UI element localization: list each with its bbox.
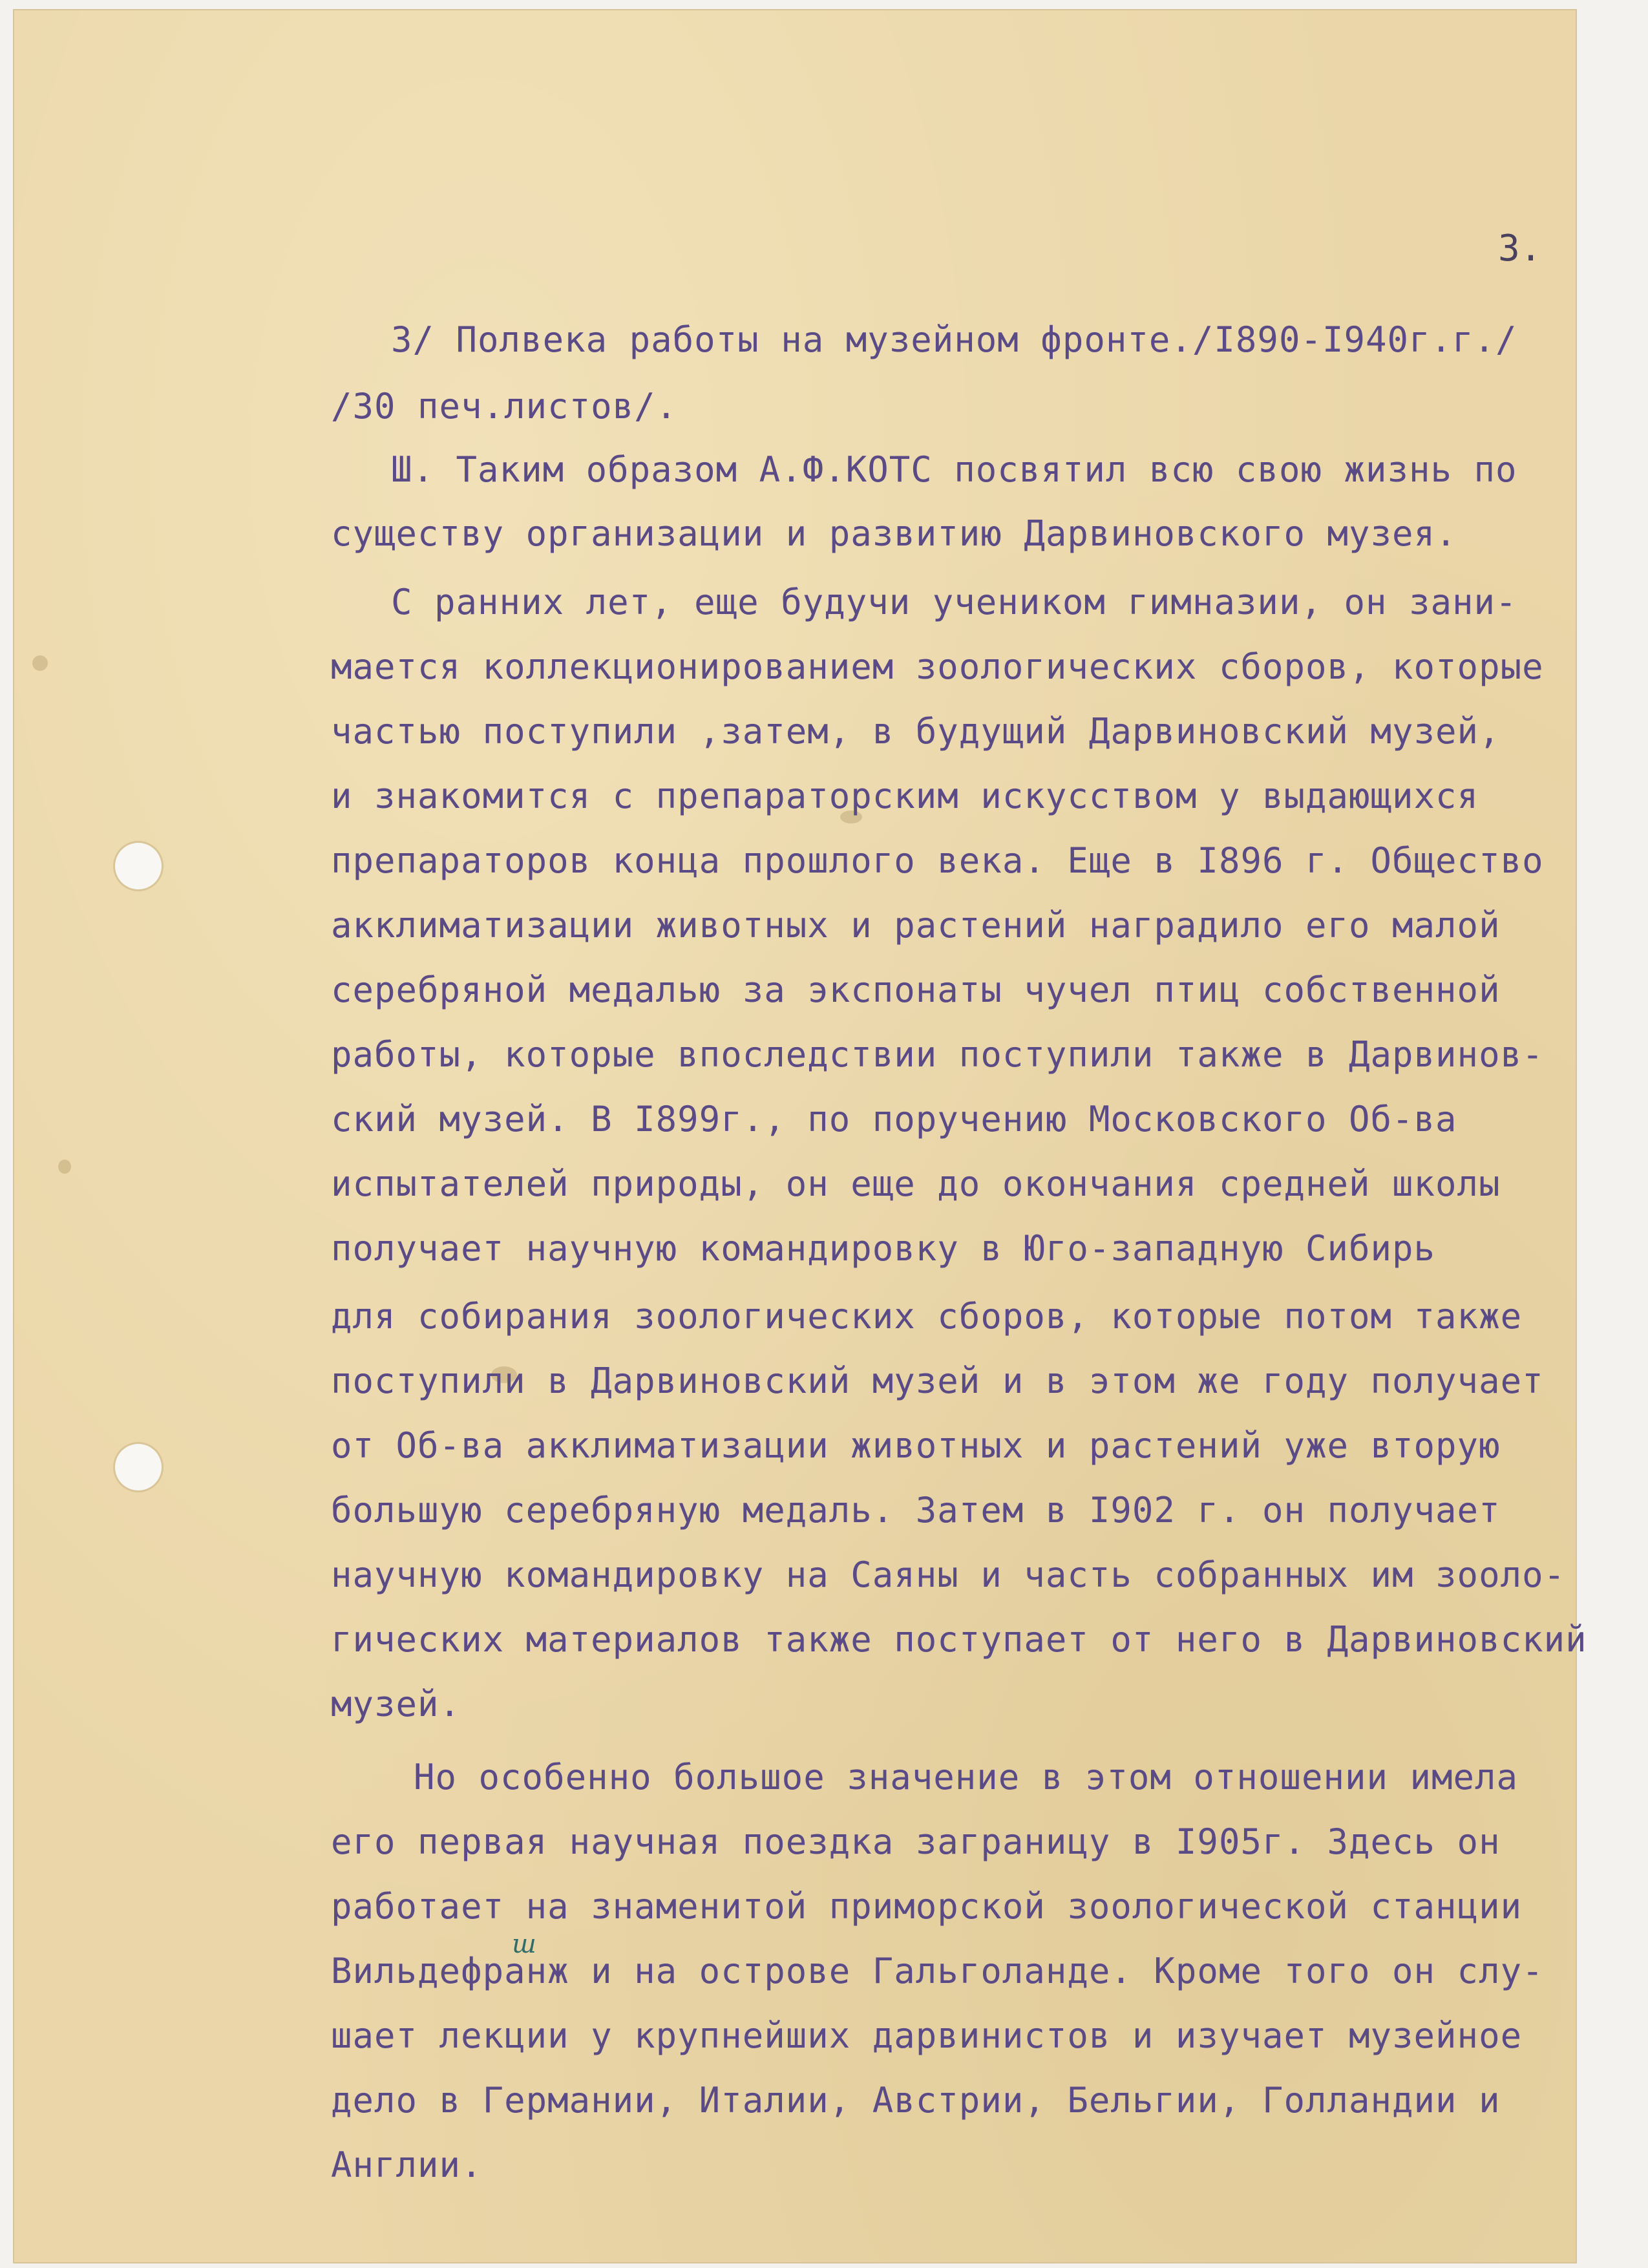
text-line: работает на знаменитой приморской зоологической станции	[331, 1886, 1523, 1927]
text-line: его первая научная поездка заграницу в I905г. Здесь он	[331, 1821, 1501, 1862]
text-line: поступили в Дарвиновский музей и в этом же году получает	[331, 1361, 1544, 1401]
text-line: существу организации и развитию Дарвиновского музея.	[331, 513, 1457, 554]
text-line: серебряной медалью за экспонаты чучел птиц собственной	[331, 970, 1501, 1010]
text-line: дело в Германии, Италии, Австрии, Бельгии, Голландии и	[331, 2080, 1501, 2121]
text-line: музей.	[331, 1684, 461, 1724]
page-number: 3.	[1498, 228, 1542, 270]
text-line: испытателей природы, он еще до окончания средней школы	[331, 1163, 1501, 1204]
text-line: шает лекции у крупнейших дарвинистов и изучает музейное	[331, 2015, 1523, 2056]
text-line: гических материалов также поступает от него в Дарвиновский	[331, 1619, 1587, 1660]
text-line: Но особенно большое значение в этом отношении имела	[414, 1757, 1519, 1797]
text-line: Вильдефранж и на острове Гальголанде. Кроме того он слу-	[331, 1951, 1544, 1991]
text-line: для собирания зоологических сборов, которые потом также	[331, 1296, 1523, 1337]
text-line: акклиматизации животных и растений наградило его малой	[331, 905, 1501, 946]
text-line: Англии.	[331, 2145, 483, 2185]
text-line: 3/ Полвека работы на музейном фронте./I890-I940г.г./	[391, 319, 1517, 360]
text-line: и знакомится с препараторским искусством у выдающихся	[331, 776, 1479, 816]
text-line: частью поступили ,затем, в будущий Дарвиновский музей,	[331, 711, 1501, 752]
text-line: получает научную командировку в Юго-западную Сибирь	[331, 1228, 1436, 1269]
text-line: научную командировку на Саяны и часть собранных им зооло-	[331, 1554, 1566, 1595]
text-line: большую серебряную медаль. Затем в I902 г. он получает	[331, 1490, 1501, 1531]
handwritten-correction: ш	[512, 1929, 536, 1959]
text-line: ский музей. В I899г., по поручению Московского Об-ва	[331, 1099, 1457, 1139]
text-line: /30 печ.листов/.	[331, 386, 678, 427]
text-line: Ш. Таким образом А.Ф.КОТС посвятил всю свою жизнь по	[391, 449, 1517, 490]
text-line: препараторов конца прошлого века. Еще в I896 г. Общество	[331, 840, 1544, 881]
text-line: С ранних лет, еще будучи учеником гимназии, он зани-	[391, 582, 1517, 622]
text-line: от Об-ва акклиматизации животных и растений уже вторую	[331, 1425, 1501, 1466]
text-line: работы, которые впоследствии поступили также в Дарвинов-	[331, 1034, 1544, 1075]
text-line: мается коллекционированием зоологических сборов, которые	[331, 646, 1544, 687]
